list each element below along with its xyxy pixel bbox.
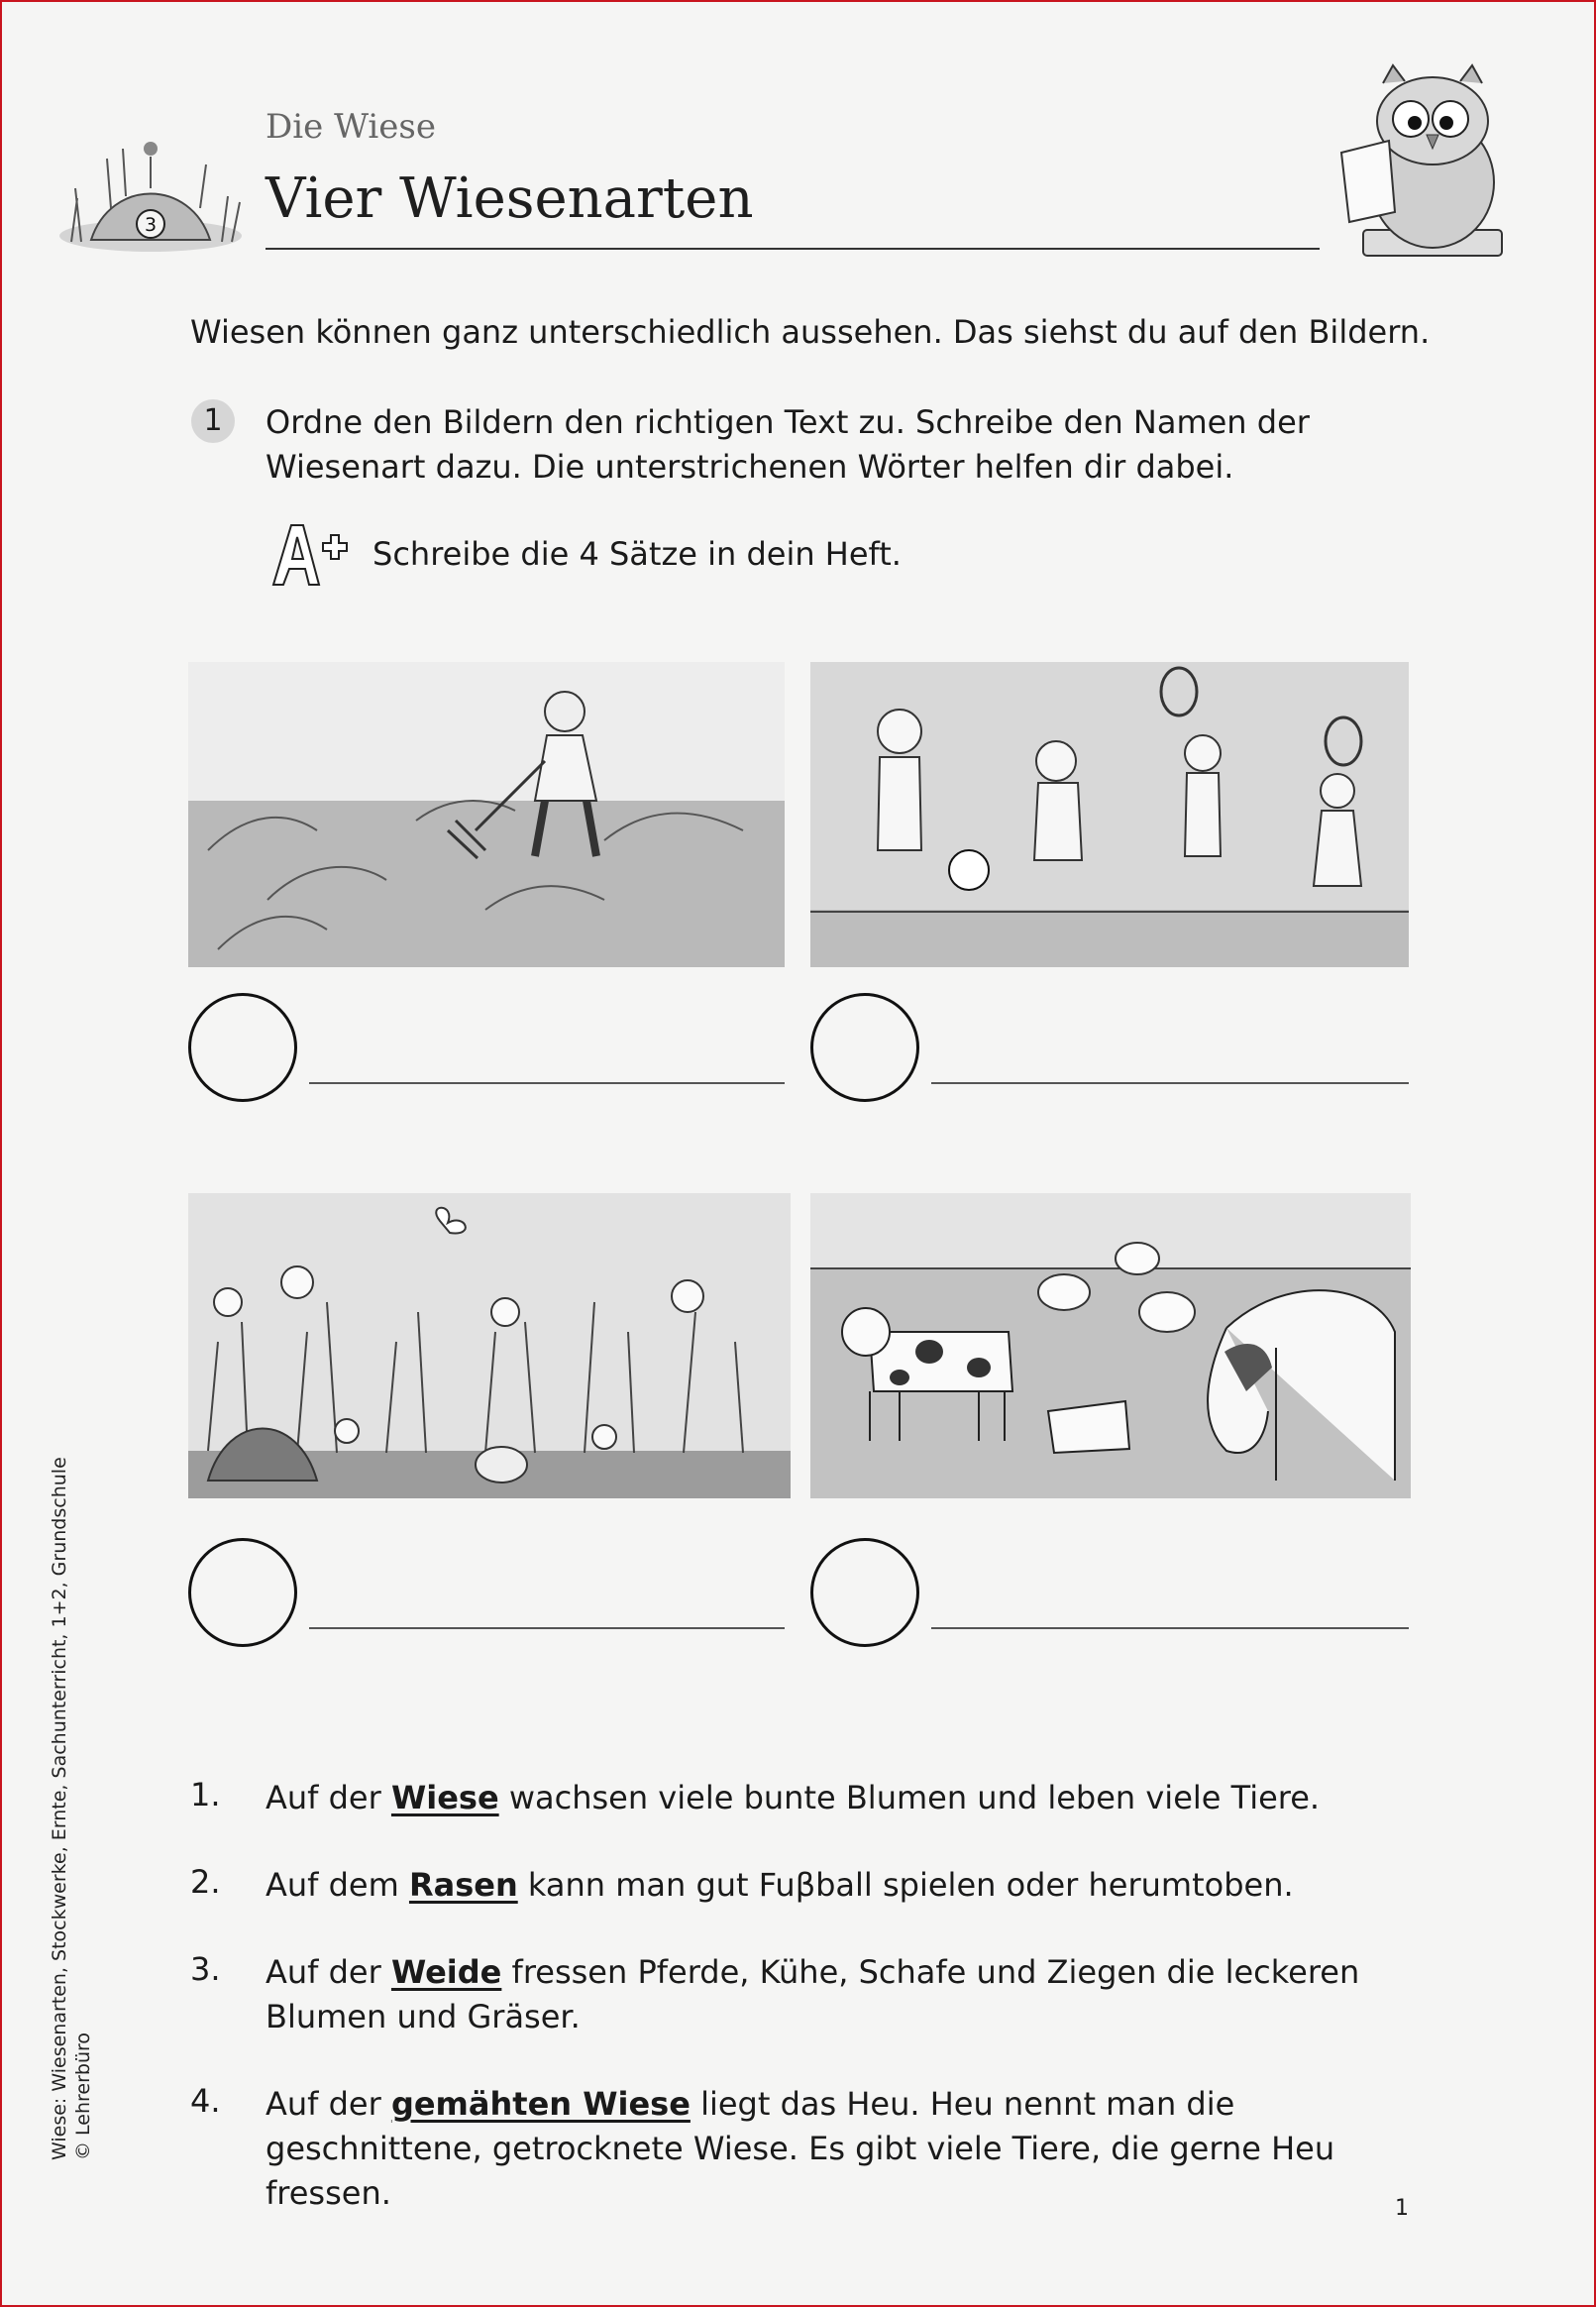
sentence-3 xyxy=(266,1950,1425,2039)
answer-circle-1[interactable] xyxy=(188,993,297,1102)
flower-meadow-picture xyxy=(188,1193,791,1498)
answer-line-3[interactable] xyxy=(309,1627,785,1629)
pasture-picture xyxy=(810,1193,1411,1498)
answer-circle-3[interactable] xyxy=(188,1538,297,1647)
sentence-text: fressen Pferde, Kühe, Schafe und Ziegen die leckeren Blumen und Gräser. xyxy=(266,1953,1360,2035)
sentence-text: kann man gut Fuβball spielen oder herumtoben. xyxy=(517,1866,1294,1904)
answer-line-4[interactable] xyxy=(931,1627,1409,1629)
extra-task-text: Schreibe die 4 Sätze in dein Heft. xyxy=(372,535,902,573)
copyright-line: © Lehrerbüro xyxy=(72,2032,94,2160)
title-underline xyxy=(266,248,1320,250)
task-instruction: Ordne den Bildern den richtigen Text zu. Schreibe den Namen der Wiesenart dazu. Die unterstrichenen Wörter helfen dir dabei. xyxy=(266,403,1310,486)
sentence-number-4: 4. xyxy=(190,2082,221,2120)
sentence-text: Auf der xyxy=(266,1779,391,1816)
sentence-number-2: 2. xyxy=(190,1863,221,1901)
mown-meadow-picture xyxy=(188,662,785,967)
task-number: 1 xyxy=(191,399,235,443)
page-number: 1 xyxy=(1395,2196,1409,2221)
intro-text: Wiesen können ganz unterschiedlich aussehen. Das siehst du auf den Bildern. xyxy=(190,313,1431,351)
sentence-2 xyxy=(266,1863,1425,1908)
sentence-text: liegt das Heu. Heu nennt man die geschnittene, getrocknete Wiese. Es gibt viele Tiere, die gerne Heu fressen. xyxy=(266,2085,1335,2212)
sentence-number-1: 1. xyxy=(190,1776,221,1813)
a-plus-icon xyxy=(269,519,353,591)
answer-circle-2[interactable] xyxy=(810,993,919,1102)
keyword-weide: Weide xyxy=(390,1953,502,1991)
sentence-text: Auf der xyxy=(266,1953,391,1991)
keyword-gemaehte-wiese: gemähten Wiese xyxy=(390,2085,691,2123)
keyword-wiese: Wiese xyxy=(390,1779,499,1816)
answer-line-2[interactable] xyxy=(931,1082,1409,1084)
copyright-sidebar xyxy=(48,1457,95,2160)
answer-circle-4[interactable] xyxy=(810,1538,919,1647)
sentence-text: wachsen viele bunte Blumen und leben viele Tiere. xyxy=(498,1779,1321,1816)
answer-line-1[interactable] xyxy=(309,1082,785,1084)
sentence-1 xyxy=(266,1776,1425,1820)
mole-hill-icon xyxy=(52,119,250,258)
badge-number: 3 xyxy=(144,214,158,236)
owl-reading-icon xyxy=(1324,63,1532,272)
sentence-4 xyxy=(266,2082,1425,2216)
sentence-number-3: 3. xyxy=(190,1950,221,1988)
page-title: Vier Wiesenarten xyxy=(266,166,754,231)
page-subtitle: Die Wiese xyxy=(266,107,436,147)
sentence-text: Auf der xyxy=(266,2085,391,2123)
sentence-text: Auf dem xyxy=(266,1866,409,1904)
source-line: Wiese: Wiesenarten, Stockwerke, Ernte, Sachunterricht, 1+2, Grundschule xyxy=(49,1457,70,2160)
lawn-picture xyxy=(810,662,1409,967)
keyword-rasen: Rasen xyxy=(408,1866,518,1904)
